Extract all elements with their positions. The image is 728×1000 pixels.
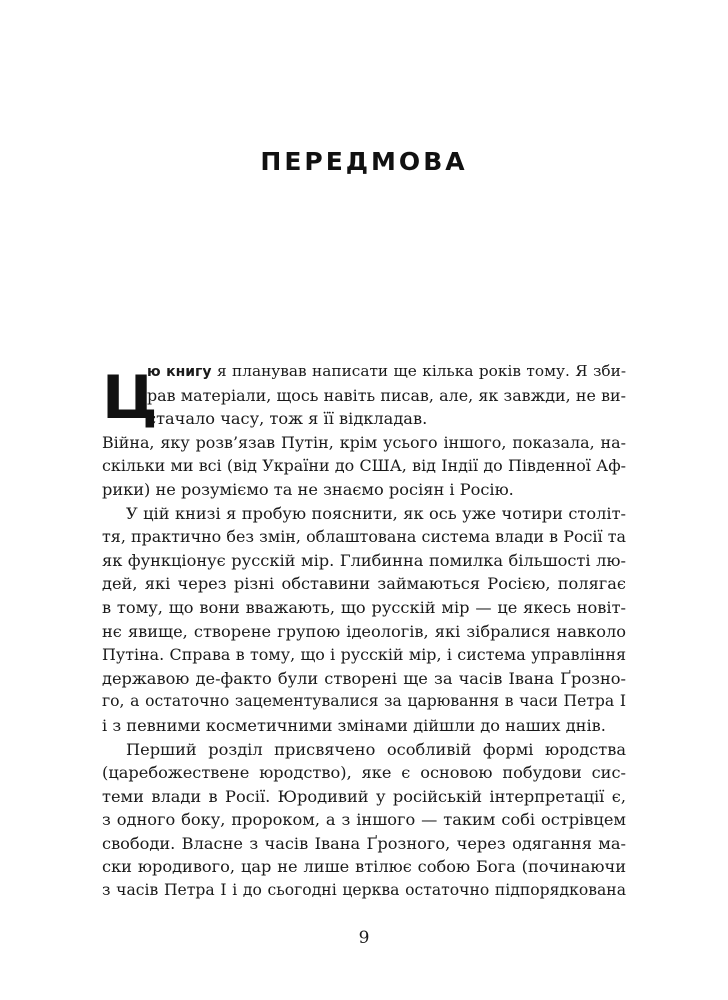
paragraph-1 bbox=[102, 360, 626, 431]
text-line: го, а остаточно зацементувалися за царювання в часи Петра І bbox=[102, 692, 626, 711]
lead-words: ю книгу bbox=[147, 364, 212, 380]
text-line: Війна, яку розв’язав Путін, крім усього іншого, показала, на- bbox=[102, 432, 626, 452]
text-line: У цій книзі я пробую пояснити, як ось уже чотири століт- bbox=[126, 503, 626, 523]
text-line: теми влади в Росії. Юродивий у російській інтерпретації є, bbox=[102, 786, 626, 806]
text-line: рики) не розуміємо та не знаємо росіян і Росію. bbox=[102, 479, 514, 499]
paragraph-3 bbox=[102, 502, 626, 738]
text-line: з часів Петра І і до сьогодні церква остаточно підпорядкована bbox=[102, 881, 626, 900]
paragraph-2 bbox=[102, 431, 626, 502]
text-line: з одного боку, пророком, а з іншого — таким собі острівцем bbox=[102, 810, 626, 830]
text-line: скільки ми всі (від України до США, від Індії до Південної Аф- bbox=[102, 456, 626, 476]
text-line: в тому, що вони вважають, що русскій мір — це якесь новіт- bbox=[102, 597, 626, 617]
text-line: Путіна. Справа в тому, що і русскій мір, і система управління bbox=[102, 645, 626, 665]
text-line: і з певними косметичними змінами дійшли до наших днів. bbox=[102, 715, 606, 735]
text-line: ски юродивого, цар не лише втілює собою Бога (починаючи bbox=[102, 857, 626, 877]
text-line: рав матеріали, щось навіть писав, але, як завжди, не ви- bbox=[147, 385, 626, 405]
text-line: як функціонує русскій мір. Глибинна помилка більшості лю- bbox=[102, 550, 626, 570]
text-line: тя, практично без змін, облаштована система влади в Росії та bbox=[102, 527, 626, 547]
text-line: державою де-факто були створені ще за часів Івана Ґрозно- bbox=[102, 668, 626, 688]
text-line: дей, які через різні обставини займаються Росією, полягає bbox=[102, 574, 626, 594]
chapter-title: ПЕРЕДМОВА bbox=[260, 147, 468, 176]
paragraph-4 bbox=[102, 738, 626, 903]
text-line: свободи. Власне з часів Івана Ґрозного, через одягання ма- bbox=[102, 833, 626, 853]
body-text bbox=[102, 360, 626, 903]
page-number: 9 bbox=[358, 928, 370, 948]
drop-cap-letter: Ц bbox=[102, 363, 158, 433]
text-line: стачало часу, тож я її відкладав. bbox=[147, 409, 428, 429]
text-line: нє явище, створене групою ідеологів, які зібралися навколо bbox=[102, 621, 626, 641]
text-line: ю книгу я планував написати ще кілька років тому. Я зби- bbox=[147, 362, 626, 380]
text-line: Перший розділ присвячено особливій формі юродства bbox=[126, 739, 626, 759]
text-line: (царебожествене юродство), яке є основою побудови сис- bbox=[102, 763, 626, 783]
